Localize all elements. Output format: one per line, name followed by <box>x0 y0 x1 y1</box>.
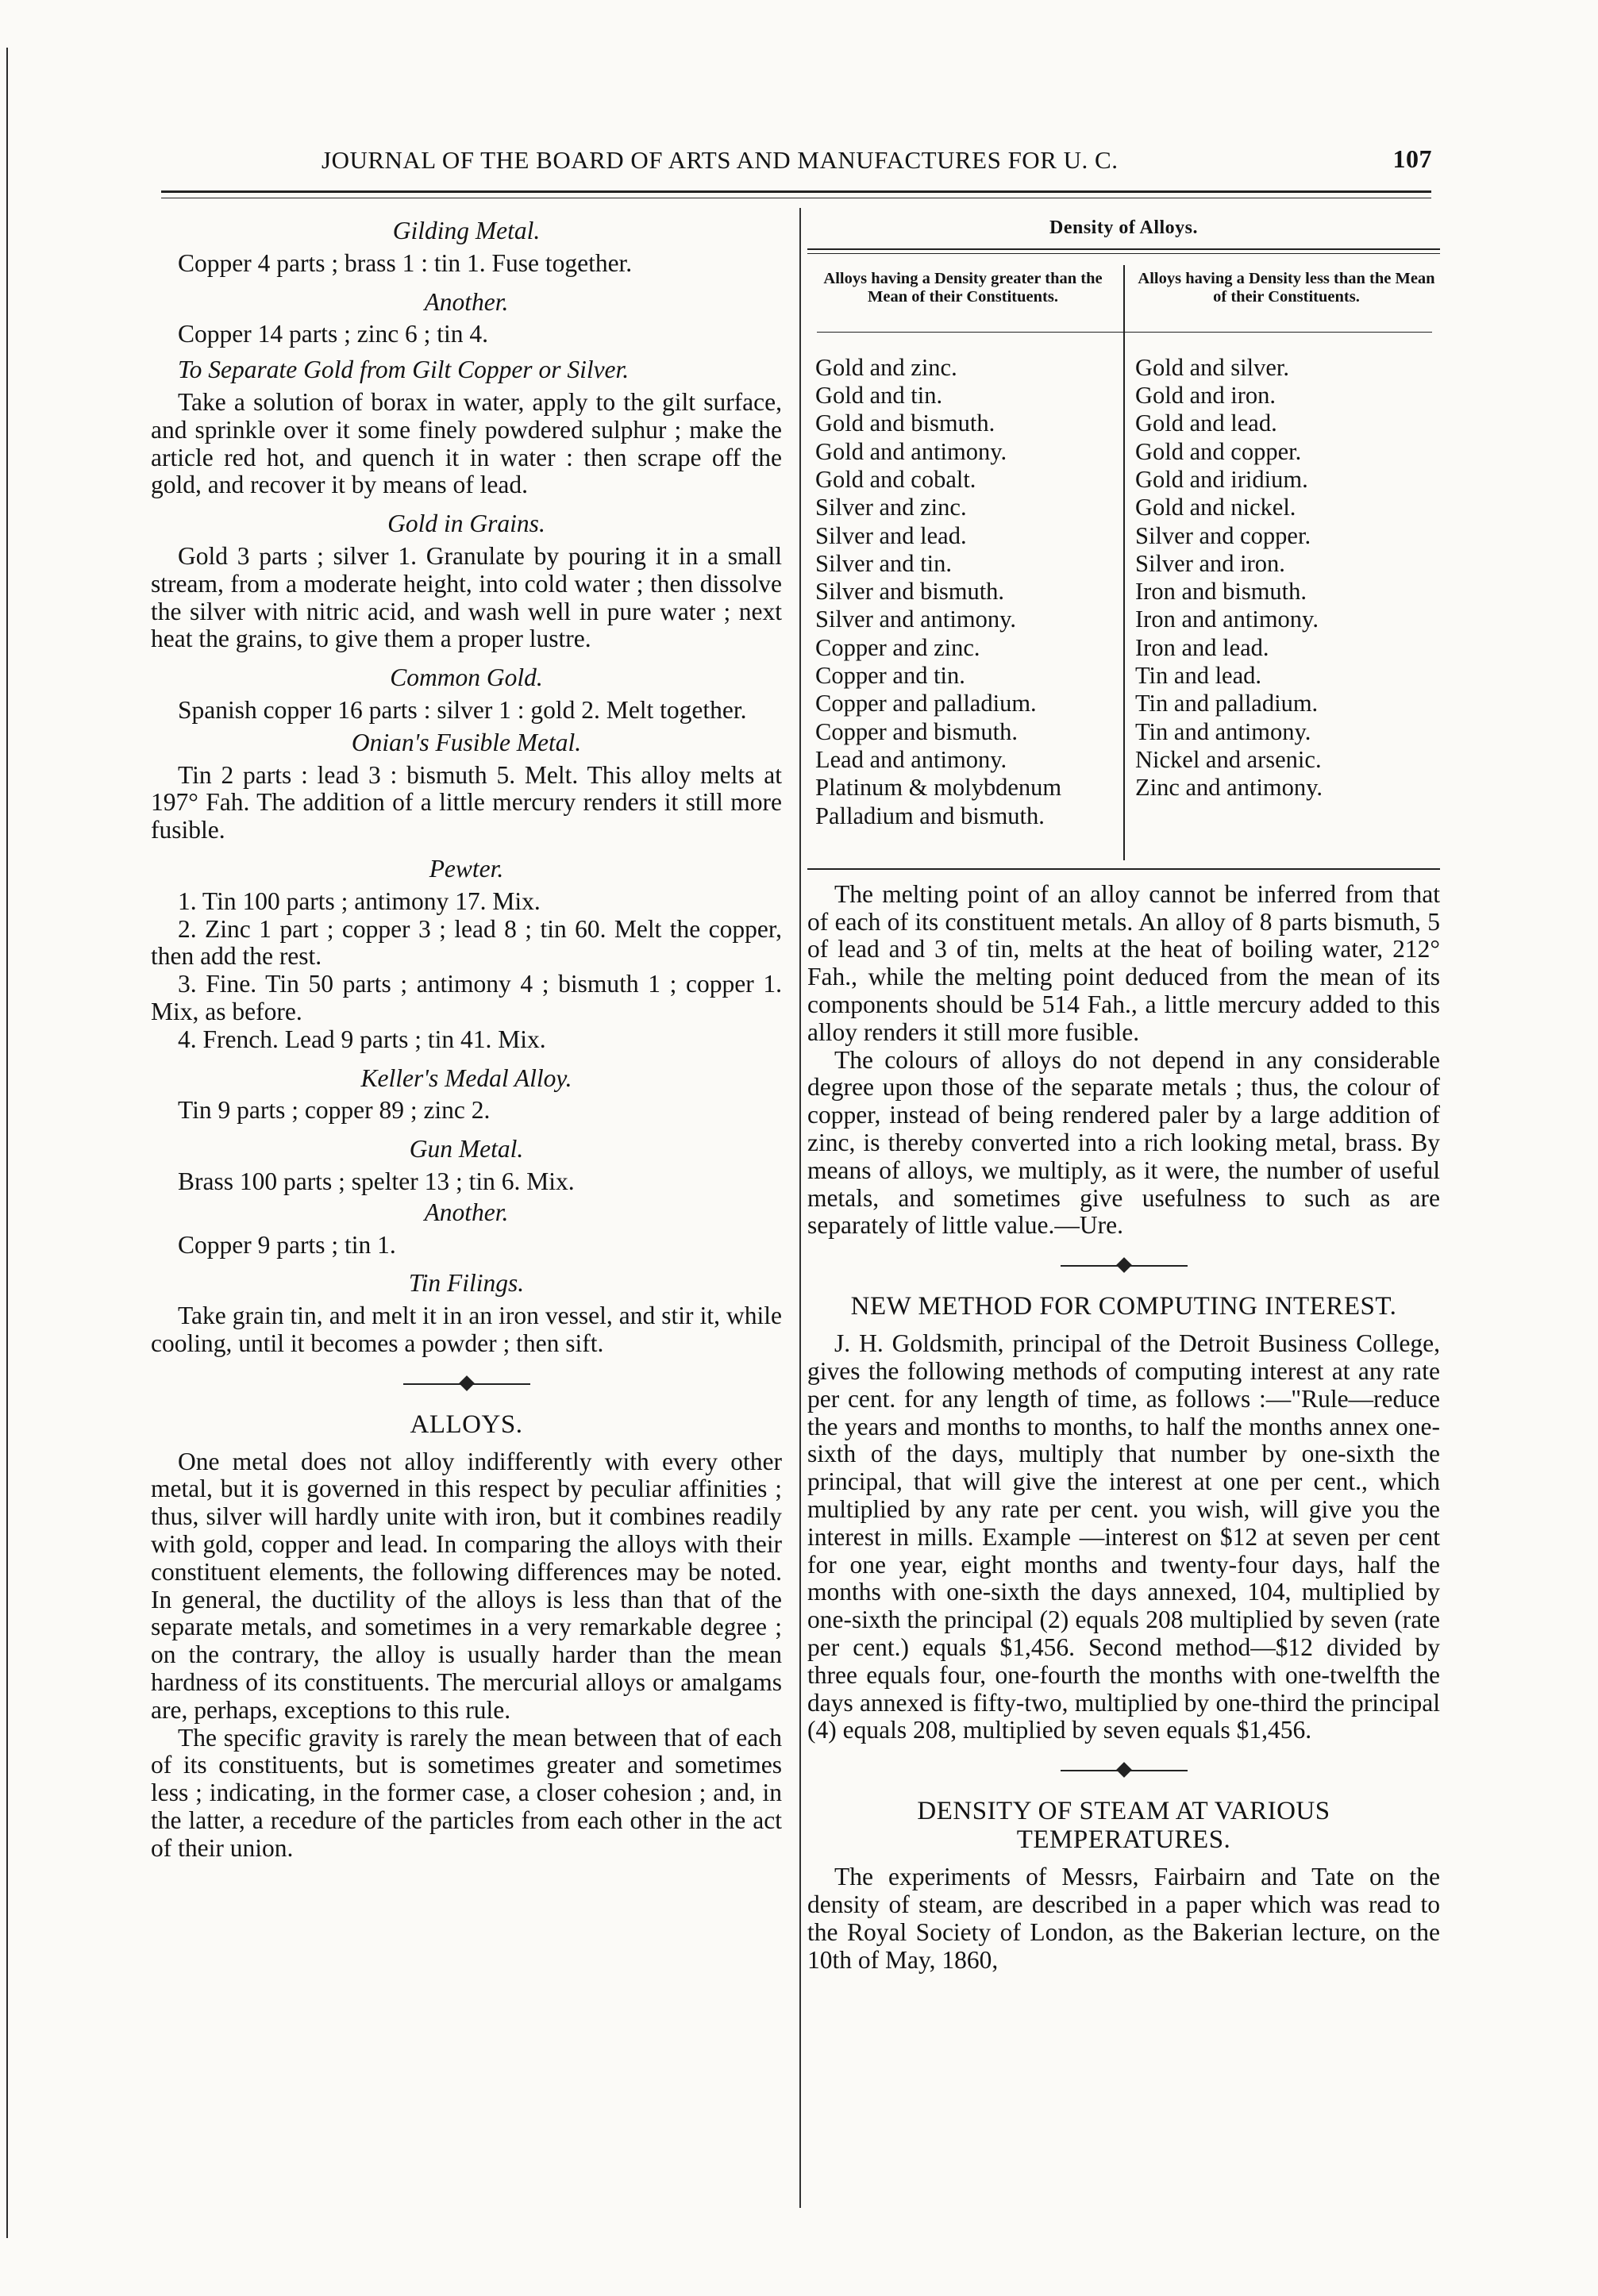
table-column-less <box>1135 354 1437 802</box>
recipe-text: Copper 4 parts ; brass 1 : tin 1. Fuse together. <box>178 248 633 277</box>
pewter-list <box>151 888 782 1054</box>
alloys-heading: ALLOYS. <box>410 1410 523 1439</box>
table-cell: Gold and iridium. <box>1135 465 1308 493</box>
list-item: 3. Fine. Tin 50 parts ; antimony 4 ; bismuth 1 ; copper 1. Mix, as before. <box>151 970 782 1025</box>
table-cell: Silver and tin. <box>815 549 952 577</box>
journal-title: JOURNAL OF THE BOARD OF ARTS AND MANUFACTURES FOR U. C. <box>322 146 1119 174</box>
right-column <box>807 214 1440 1974</box>
table-header-rule <box>817 332 1432 333</box>
paragraph: Take a solution of borax in water, apply to the gilt surface, and sprinkle over it some finely powdered sulphur ; make the article red hot, and quench it in water : then scrape off the gold, and recover it by means of lead. <box>151 387 782 499</box>
table-cell: Copper and bismuth. <box>815 717 1018 745</box>
paragraph: Tin 2 parts : lead 3 : bismuth 5. Melt. This alloy melts at 197° Fah. The addition of a little mercury renders it still more fusible. <box>151 760 782 844</box>
table-cell: Palladium and bismuth. <box>815 802 1045 829</box>
section-title: Gun Metal. <box>409 1135 524 1163</box>
table-cell: Copper and tin. <box>815 662 965 690</box>
section-title: Gilding Metal. <box>392 217 541 244</box>
table-cell: Iron and bismuth. <box>1135 578 1307 606</box>
table-cell: Tin and palladium. <box>1135 690 1319 717</box>
section-ornament <box>1061 1257 1188 1275</box>
table-cell: Gold and antimony. <box>815 437 1007 465</box>
table-cell: Silver and antimony. <box>815 606 1016 633</box>
table-cell: Gold and copper. <box>1135 437 1302 465</box>
page-edge-line <box>6 48 8 2238</box>
table-top-rule <box>807 248 1440 254</box>
section-title: Pewter. <box>429 854 504 883</box>
section-ornament <box>403 1375 530 1393</box>
table-cell: Zinc and antimony. <box>1135 774 1323 802</box>
table-title: Density of Alloys. <box>1049 217 1198 238</box>
table-cell: Silver and lead. <box>815 521 967 549</box>
header-rule <box>161 190 1431 198</box>
table-cell: Iron and lead. <box>1135 633 1269 661</box>
column-divider <box>799 208 801 2208</box>
section-title: Common Gold. <box>390 663 543 692</box>
steam-heading: DENSITY OF STEAM AT VARIOUS TEMPERATURES. <box>917 1797 1330 1855</box>
table-cell: Nickel and arsenic. <box>1135 745 1322 773</box>
table-cell: Gold and iron. <box>1135 382 1276 410</box>
table-column-greater <box>815 354 1121 830</box>
paragraph: The melting point of an alloy cannot be inferred from that of each of its constituent metals. An alloy of 8 parts bismuth, 5 of lead and 3 of tin, melts at the heat of boiling water, 212° Fah., while the melting point deduced from the mean of its components should be 514 Fah., a little mercury added to this alloy renders it still more fusible. <box>807 879 1440 1046</box>
section-ornament <box>1061 1762 1188 1779</box>
interest-heading: NEW METHOD FOR COMPUTING INTEREST. <box>850 1292 1397 1321</box>
table-cell: Lead and antimony. <box>815 745 1007 773</box>
table-header-greater: Alloys having a Density greater than the Mean of their Constituents. <box>823 269 1103 306</box>
paragraph: J. H. Goldsmith, principal of the Detroit Business College, gives the following methods of computing interest at any rate per cent. for any length of time, as follows :—"Rule—reduce the years and months to months, to half the months annex one-sixth of the days, multiply that number by one-sixth the principal, that will give the interest at one per cent., which multiplied by any rate per cent. you wish, will give you the interest in mills. Example —interest on $12 at seven per cent for one year, eight months and twenty-four days, half the months with one-sixth the days annexed, 104, multiplied by one-sixth the principal (2) equals 208 multiplied by seven (rate per cent.) equals $1,456. Second method—$12 divided by three equals four, one-fourth the months with one-twelfth the days annexed is fifty-two, multiplied by one-third the principal (4) equals 208, multiplied by seven equals $1,456. <box>807 1329 1440 1744</box>
table-cell: Gold and silver. <box>1135 353 1289 381</box>
table-cell: Gold and nickel. <box>1135 494 1296 521</box>
section-title: Another. <box>424 287 509 316</box>
table-cell: Silver and zinc. <box>815 494 967 521</box>
page-number: 107 <box>1392 144 1432 173</box>
section-title: Keller's Medal Alloy. <box>360 1063 572 1092</box>
paragraph: The experiments of Messrs, Fairbairn and Tate on the density of steam, are described in a paper which was read to the Royal Society of London, as the Bakerian lecture, on the 10th of May, 1860, <box>807 1863 1440 1974</box>
section-title: Tin Filings. <box>408 1269 525 1298</box>
running-header <box>159 140 1445 179</box>
section-title: Another. <box>424 1198 509 1226</box>
paragraph: The specific gravity is rarely the mean between that of each of its constituents, but is sometimes greater and sometimes less ; indicating, in the former case, a closer cohesion ; and, in the latter, a recedure of the particles from each other in the act of their union. <box>151 1723 782 1862</box>
paragraph: Take grain tin, and melt it in an iron vessel, and stir it, while cooling, until it becomes a powder ; then sift. <box>151 1302 782 1357</box>
recipe-text: Tin 9 parts ; copper 89 ; zinc 2. <box>178 1096 491 1125</box>
paragraph: Spanish copper 16 parts : silver 1 : gold 2. Melt together. <box>178 695 747 724</box>
paragraph: The colours of alloys do not depend in any considerable degree upon those of the separate metals ; thus, the colour of copper, instead of being rendered paler by a large addition of zinc, is thereby converted into a rich looking metal, brass. By means of alloys, we multiply, as it were, the number of useful metals, and sometimes give usefulness to such as are separately of little value.—Ure. <box>807 1045 1440 1240</box>
section-title: Gold in Grains. <box>387 510 545 538</box>
section-title: To Separate Gold from Gilt Copper or Silver. <box>178 356 630 384</box>
recipe-text: Copper 9 parts ; tin 1. <box>178 1230 396 1259</box>
table-divider <box>1123 265 1125 860</box>
paragraph: One metal does not alloy indifferently with every other metal, but it is governed in this respect by peculiar affinities ; thus, silver will hardly unite with iron, but it combines readily with gold, copper and lead. In comparing the alloys with their constituent elements, the following differences may be noted. In general, the ductility of the alloys is less than that of the separate metals, and sometimes in a very remarkable degree ; on the contrary, the alloy is usually harder than the mean hardness of its constituents. The mercurial alloys or amalgams are, perhaps, exceptions to this rule. <box>151 1447 782 1724</box>
table-cell: Gold and cobalt. <box>815 465 976 493</box>
table-cell: Gold and lead. <box>1135 410 1277 437</box>
table-cell: Silver and iron. <box>1135 549 1285 577</box>
density-table <box>807 265 1440 870</box>
section-title: Onian's Fusible Metal. <box>351 728 582 756</box>
table-cell: Iron and antimony. <box>1135 606 1319 633</box>
recipe-text: Brass 100 parts ; spelter 13 ; tin 6. Mix. <box>178 1167 575 1195</box>
paragraph: Gold 3 parts ; silver 1. Granulate by pouring it in a small stream, from a moderate height, into cold water ; then dissolve the silver with nitric acid, and wash well in pure water ; next heat the grains, to give them a proper lustre. <box>151 541 782 653</box>
table-cell: Gold and tin. <box>815 382 943 410</box>
recipe-text: Copper 14 parts ; zinc 6 ; tin 4. <box>178 320 489 348</box>
list-item: 1. Tin 100 parts ; antimony 17. Mix. <box>178 886 541 915</box>
table-header-less: Alloys having a Density less than the Mean of their Constituents. <box>1138 269 1435 306</box>
table-cell: Gold and bismuth. <box>815 410 995 437</box>
table-cell: Gold and zinc. <box>815 353 957 381</box>
table-cell: Silver and bismuth. <box>815 578 1005 606</box>
left-column <box>151 214 782 1863</box>
table-cell: Tin and antimony. <box>1135 717 1311 745</box>
table-cell: Copper and palladium. <box>815 690 1037 717</box>
table-cell: Copper and zinc. <box>815 633 980 661</box>
list-item: 2. Zinc 1 part ; copper 3 ; lead 8 ; tin 60. Melt the copper, then add the rest. <box>151 914 782 971</box>
list-item: 4. French. Lead 9 parts ; tin 41. Mix. <box>178 1025 546 1053</box>
table-cell: Platinum & molybdenum <box>815 774 1062 802</box>
table-cell: Silver and copper. <box>1135 521 1311 549</box>
table-cell: Tin and lead. <box>1135 662 1261 690</box>
